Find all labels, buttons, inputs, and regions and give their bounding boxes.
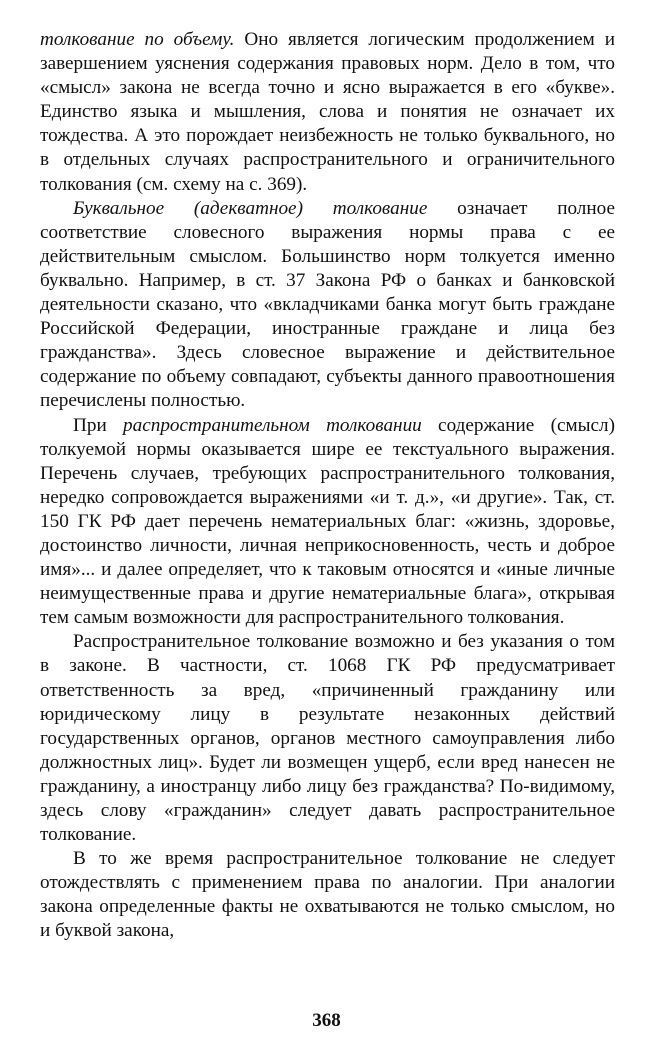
- paragraph-text: При: [73, 414, 124, 436]
- page-number: 368: [312, 1010, 341, 1031]
- paragraph-text: означает полное соответствие словесного выражения нормы права с ее действительным смыслом. Большинство норм толкуется именно буквально. Например, в ст. 37 Закона РФ о банках и банковской деятельности сказано, что «вкладчиками банка могут быть граждане Российской Федерации, иностранные граждане и лица без гражданства». Здесь словесное выражение и действительное содержание по объему совпадают, субъекты данного правоотношения перечислены полностью.: [40, 197, 615, 412]
- paragraph-text: В то же время распространительное толкование не следует отождествлять с применением права по аналогии. При аналогии закона определенные факты не охватываются не только смыслом, но и буквой закона,: [40, 848, 615, 942]
- italic-term: Буквальное (адекватное) толкование: [73, 197, 428, 219]
- paragraph-5: [40, 847, 615, 943]
- paragraph-4: [40, 630, 615, 847]
- paragraph-text: содержание (смысл) толкуемой нормы оказывается шире ее текстуального выражения. Перечень случаев, требующих распространительного толкования, нередко сопровождается выражениями «и т. д.», «и другие». Так, ст. 150 ГК РФ дает перечень нематериальных благ: «жизнь, здоровье, достоинство личности, личная неприкосновенность, честь и доброе имя»... и далее определяет, что к таковым относятся и «иные личные неимущественные права и другие нематериальные блага», открывая тем самым возможности для распространительного толкования.: [40, 414, 616, 629]
- paragraph-2: [40, 197, 615, 414]
- paragraph-3: [40, 414, 615, 631]
- paragraph-1: [40, 28, 615, 197]
- page-text: [40, 28, 615, 944]
- paragraph-text: Распространительное толкование возможно и без указания о том в законе. В частности, ст. 1068 ГК РФ предусматривает ответственность за вред, «причиненный гражданину или юридическому лицу в результате незаконных действий государственных органов, органов местного самоуправления либо должностных лиц». Будет ли возмещен ущерб, если вред нанесен не гражданину, а иностранцу либо лицу без гражданства? По-видимому, здесь слову «гражданин» следует давать распространительное толкование.: [40, 631, 615, 846]
- italic-term: толкование по объему.: [40, 29, 235, 50]
- italic-term: распространительном толковании: [123, 414, 422, 436]
- paragraph-text: Оно является логическим продолжением и завершением уяснения содержания правовых норм. Дело в том, что «смысл» закона не всегда точно и ясно выражается в его «букве». Единство языка и мышления, слова и понятия не означает их тождества. А это порождает неизбежность не только буквального, но в отдельных случаях распространительного и ограничительного толкования (см. схему на с. 369).: [40, 29, 615, 195]
